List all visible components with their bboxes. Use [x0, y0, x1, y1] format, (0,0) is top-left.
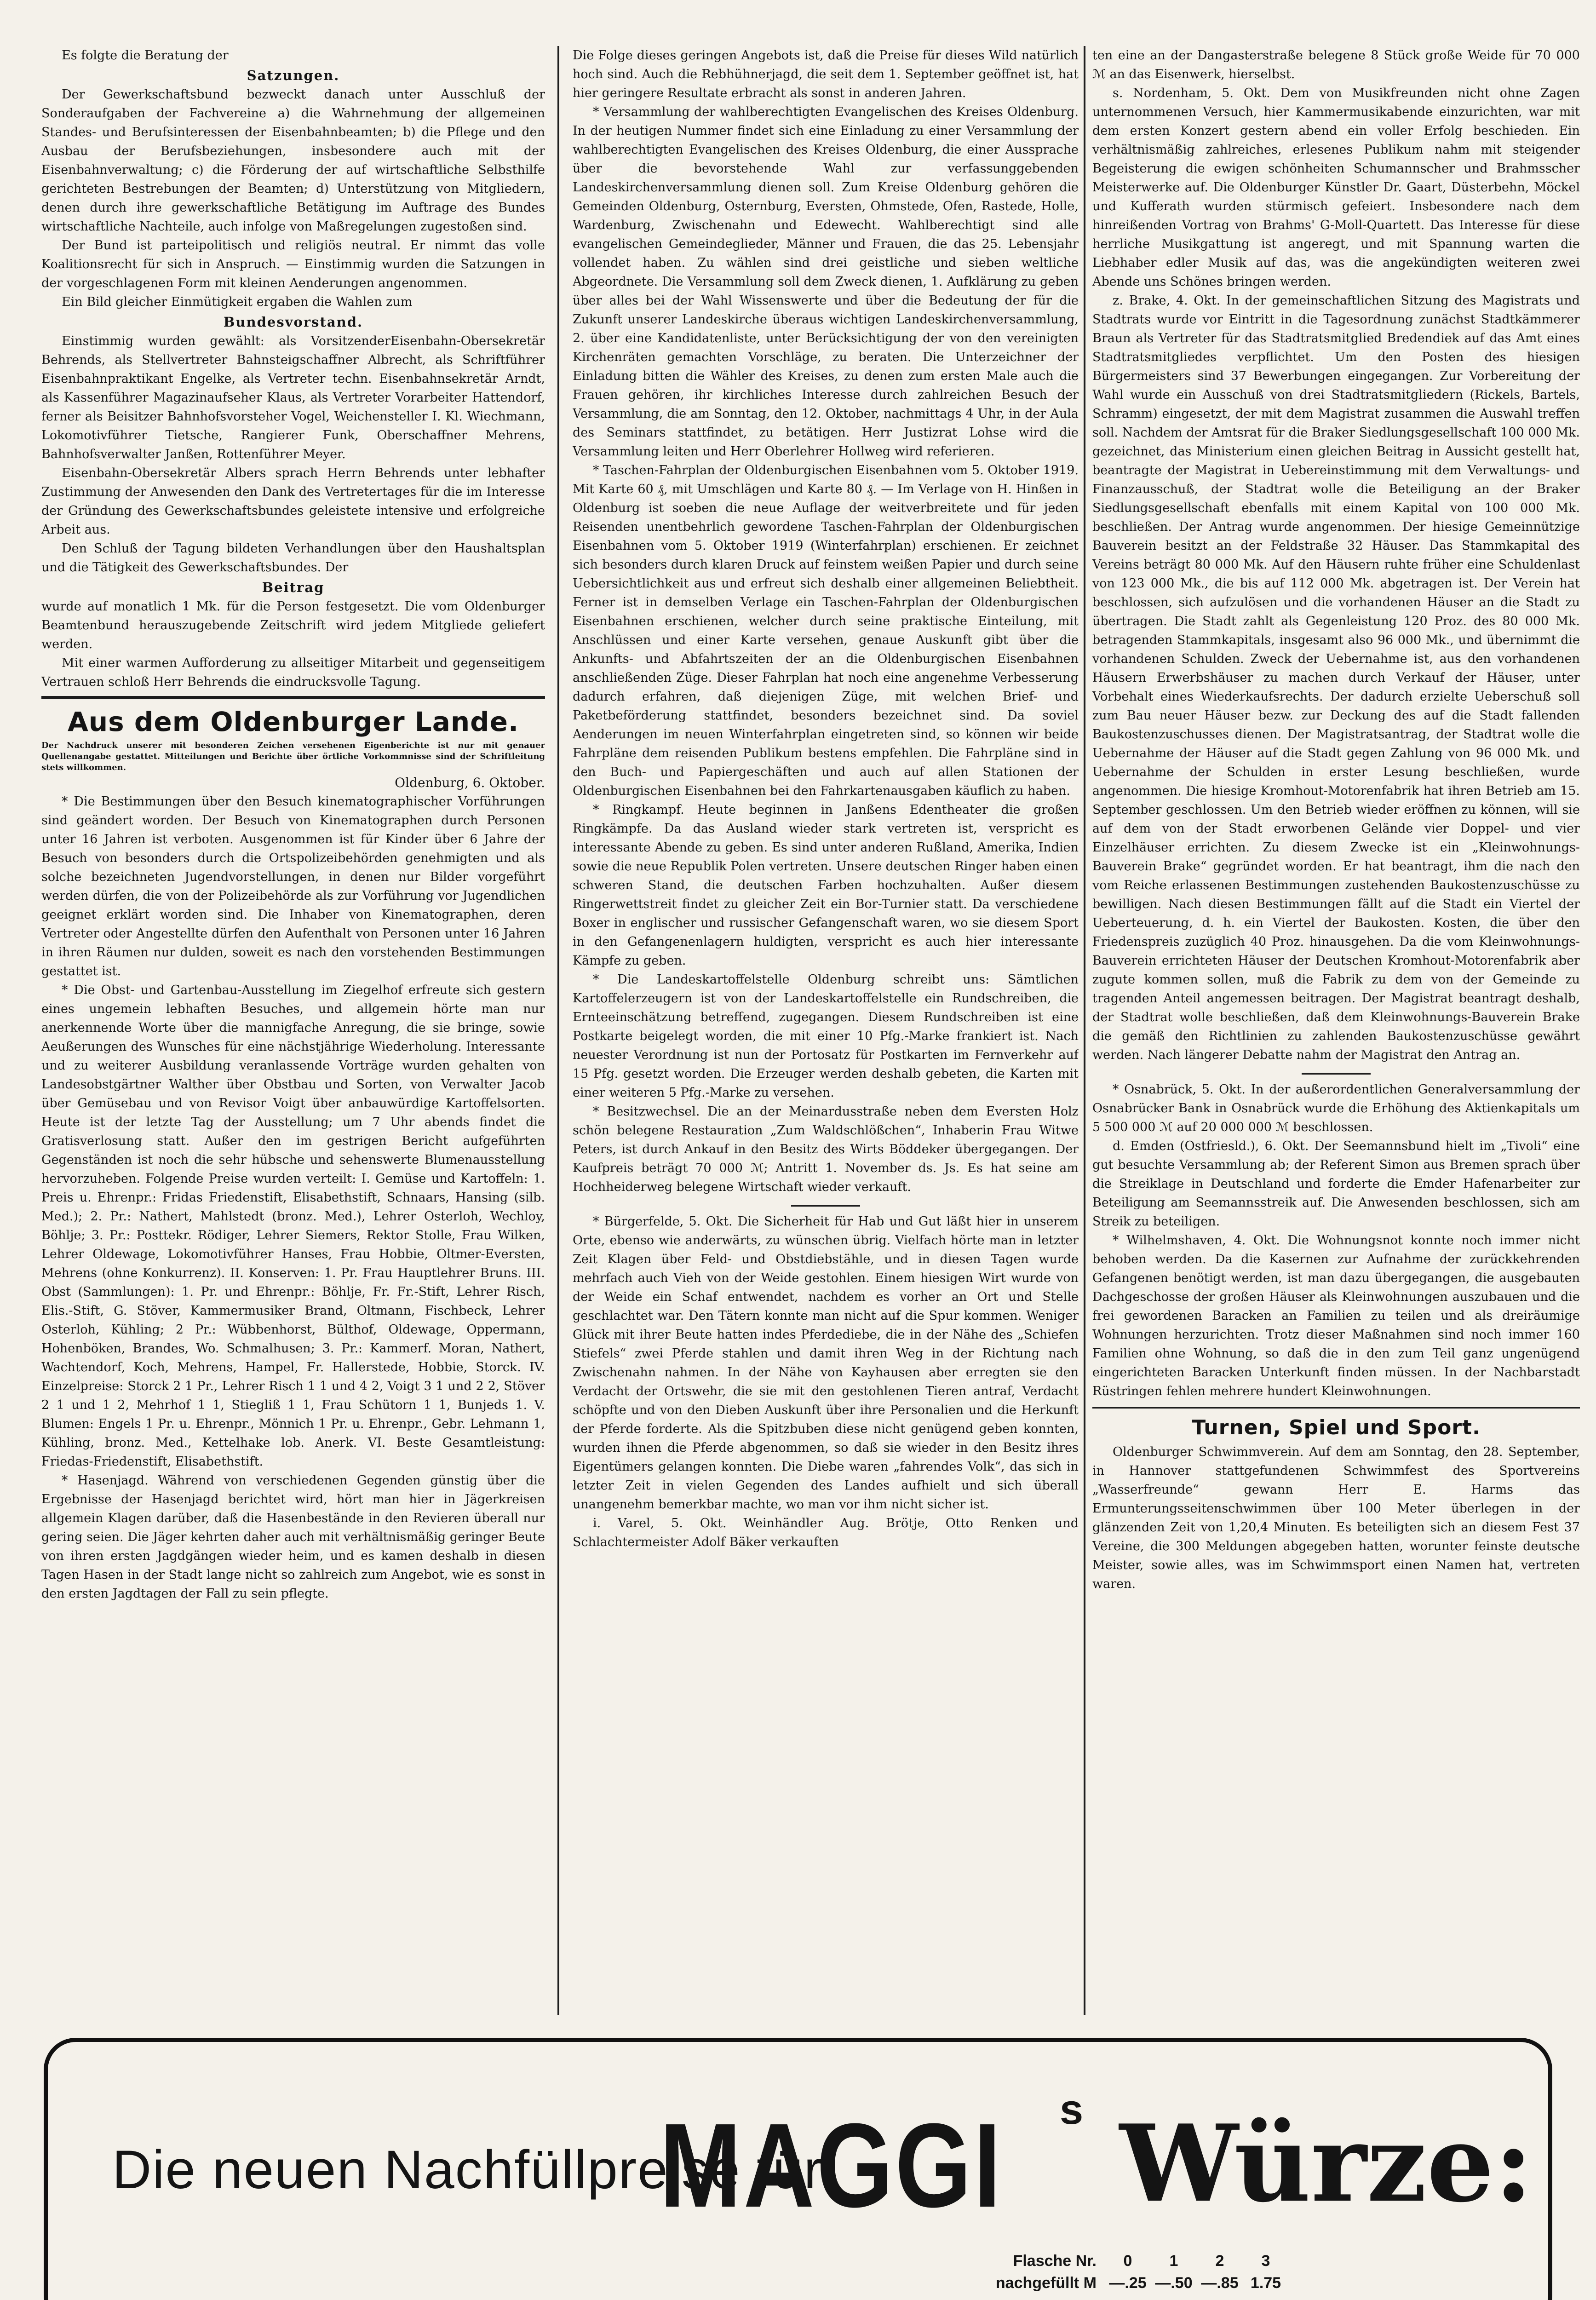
article-obst: * Die Obst- und Gartenbau-Ausstellung im Ziegelhof erfreute sich gestern eines ungemein lebhaften Besuches, und allgemein hörte man nur anerkennende Worte über die mannigfache Anregung, die sie bringe, sowie Aeußerungen des Wunsches für eine nächstjährige Wiederholung. Interessante und zu weiterer Ausbildung veranlassende Vorträge wurden gehalten von Landesobstgärtner Walther über Obstbau und Sorten, von Verwalter Jacob über Gemüsebau und von Revisor Voigt über anbauwürdige Kartoffelsorten. Heute ist der letzte Tag der Ausstellung; um 7 Uhr abends findet die Gratisverlosung statt. Außer den im gestrigen Bericht aufgeführten Gegenständen ist noch die sehr hübsche und sehenswerte Blumenausstellung hervorzuheben. Folgende Preise wurden verteilt: I. Gemüse und Kartoffeln: 1. Preis u. Ehrenpr.: Fridas Friedenstift, Elisabethstift, Schnaars, Hansing (silb. Med.); 2. Pr.: Nathert, Mahlstedt (bronz. Med.), Lehrer Osterloh, Wechloy, Böhlje; 3. Pr.: Posttekr. Rödiger, Lehrer Siemers, Rektor Stolle, Frau Wilken, Lehrer Oldewage, Lokomotivführer Hanses, Frau Hobbie, Oltmer-Eversten, Mehrens (ohne Konkurrenz). II. Konserven: 1. Pr. Frau Hauptlehrer Bruns. III. Obst (Sammlungen): 1. Pr. und Ehrenpr.: Böhlje, Fr. Fr.-Stift, Lehrer Risch, Elis.-Stift, G. Stöver, Kammermusiker Brand, Oltmann, Fischbeck, Lehrer Osterloh, Kühling; 2 Pr.: Wübbenhorst, Bülthof, Oldewage, Oppermann, Hohenböken, Brandes, Wo. Schmalhusen; 3. Pr.: Kammerf. Moran, Nathert, Wachtendorf, Koch, Mehrens, Hampel, Fr. Hallerstede, Hobbie, Storck. IV. Einzelpreise: Storck 2 1 Pr., Lehrer Risch 1 1 und 4 2, Voigt 3 1 und 2 2, Stöver 2 1 und 1 2, Mehrhof 1 1, Stiegliß 1 1, Frau Schütorn 1 1, Bunjeds 1. V. Blumen: Engels 1 Pr. u. Ehrenpr., Mönnich 1 Pr. u. Ehrenpr., Gebr. Lehmann 1, Kühling, bronz. Med., Kettelhake lob. Anerk. VI. Beste Gesamtleistung: Friedas-Friedenstift, Elisabethstift. [41, 983, 545, 1469]
ad-cell: 3 [1261, 2252, 1270, 2270]
bundesvorstand-text: Einstimmig wurden gewählt: als VorsitzenderEisenbahn-Obersekretär Behrends, als Stellvertreter Bahnsteigschaffner Albrecht, als Schriftführer Eisenbahnpraktikant Engelke, als Vertreter techn. Eisenbahnsekretär Arndt, als Kassenführer Magazinaufseher Klaus, als Vertreter Vorarbeiter Hattendorf, ferner als Beisitzer Bahnhofsvorsteher Vogel, Weichensteller I. Kl. Wiechmann, Lokomotivführer Tietsche, Rangierer Funk, Oberschaffner Mehrens, Bahnhofsverwalter Janßen, Rottenführer Meyer. [41, 334, 545, 461]
satzungen-p3: Ein Bild gleicher Einmütigkeit ergaben die Wahlen zum [62, 295, 413, 309]
article-separator [1302, 1073, 1371, 1075]
maggi-advertisement [44, 2038, 1552, 2300]
section-title: Aus dem Oldenburger Lande. [67, 706, 519, 737]
beitrag-heading: Beitrag [262, 580, 325, 595]
sport-title: Turnen, Spiel und Sport. [1192, 1416, 1481, 1439]
ad-cell: —.25 [1109, 2274, 1147, 2292]
article-buergerfelde: * Bürgerfelde, 5. Okt. Die Sicherheit für Hab und Gut läßt hier in unserem Orte, ebenso wie anderwärts, zu wünschen übrig. Vielfach hörte man in letzter Zeit Klagen über Feld- und Obstdiebstähle, und in diesen Tagen wurde mehrfach auch Vieh von der Weide gestohlen. Einem hiesigen Wirt wurde von der Weide ein Schaf entwendet, nachdem es vorher an Ort und Stelle geschlachtet war. Den Tätern konnte man nicht auf die Spur kommen. Weniger Glück mit ihrer Beute hatten indes Pferdediebe, die in der Nähe des „Schiefen Stiefels“ zwei Pferde stahlen und damit ihren Weg in der Richtung nach Zwischenahn nahmen. In der Nähe von Kayhausen aber erregten sie den Verdacht der Ortswehr, die sie mit den gestohlenen Tieren antraf, Verdacht schöpfte und von den Dieben Auskunft über ihre Personalien und die Herkunft der Pferde forderte. Als die Spitzbuben diese nicht genügend geben konnten, wurden ihnen die Pferde abgenommen, so daß sie wieder in den Besitz ihres Eigentümers gelangen konnten. Die Diebe waren „fahrendes Volk“, das sich in letzter Zeit in vielen Gegenden des Landes aufhielt und sich überall unangenehm bemerkbar machte, wo man vor ihm nicht sicher ist. [573, 1214, 1079, 1512]
column-right [1092, 46, 1580, 2024]
ad-row-price [982, 2272, 1289, 2294]
satzungen-text: Der Gewerkschaftsbund bezweckt danach unter Ausschluß der Sonderaufgaben der Fachvereine a) die Wahrnehmung der allgemeinen Standes- und Berufsinteressen der Eisenbahnbeamten; b) die Pflege und den Ausbau der Berufsbeziehungen, insbesondere auch mit der Eisenbahnverwaltung; c) die Förderung der auf wirtschaftliche Selbsthilfe gerichteten Bestrebungen der Beamten; d) Unterstützung von Mitgliedern, denen durch ihre gewerkschaftliche Betätigung im Auftrage des Bundes wirtschaftliche Nachteile, auch infolge von Maßregelungen zugestoßen sind. [41, 87, 545, 234]
article-fahrplan: * Taschen-Fahrplan der Oldenburgischen Eisenbahnen vom 5. Oktober 1919. Mit Karte 60 ₰, mit Umschlägen und Karte 80 ₰. — Im Verlage von H. Hinßen in Oldenburg ist soeben die neue Auflage der weitverbreitete und für jeden Reisenden unentbehrlich gewordene Taschen-Fahrplan der Oldenburgischen Eisenbahnen vom 5. Oktober 1919 (Winterfahrplan) erschienen. Er zeichnet sich besonders durch klaren Druck auf feinstem weißen Papier und durch seine Uebersichtlichkeit aus und erfreut sich deshalb einer allgemeinen Beliebtheit. Ferner ist in demselben Verlage ein Taschen-Fahrplan der Oldenburgischen Eisenbahnen erschienen, welcher durch seine praktische Einteilung, mit Anschlüssen und einer Karte versehen, genaue Auskunft gibt über die Ankunfts- und Abfahrtszeiten der an die Oldenburgischen Eisenbahnen anschließenden Züge. Dieser Fahrplan hat noch eine angenehme Verbesserung dadurch erfahren, daß diejenigen Züge, mit welchen Brief- und Paketbeförderung stattfindet, besonders bezeichnet sind. Da soviel Aenderungen im neuen Winterfahrplan eingetreten sind, so können wir beide Fahrpläne dem reisenden Publikum bestens empfehlen. Die Fahrpläne sind in den Buch- und Papiergeschäften und auch auf allen Stationen der Oldenburgischen Eisenbahnen bei den Fahrkartenausgaben käuflich zu haben. [573, 463, 1079, 798]
bundesvorstand-p3: Den Schluß der Tagung bildeten Verhandlungen über den Haushaltsplan und die Tätigkeit des Gewerkschaftsbundes. Der [41, 541, 545, 575]
column-rule [557, 46, 559, 2015]
section-divider [1092, 1407, 1580, 1409]
ad-product-name: Würze: [1119, 2102, 1533, 2226]
column-left [41, 46, 545, 2024]
editorial-note: Der Nachdruck unserer mit besonderen Zeichen versehenen Eigenberichte ist nur mit genauer Quellenangabe gestattet. Mitteilungen und Berichte über örtliche Vorkommnisse sind der Schriftleitung stets willkommen. [41, 741, 545, 772]
satzungen-p2: Der Bund ist parteipolitisch und religiös neutral. Er nimmt das volle Koalitionsrecht für sich in Anspruch. — Einstimmig wurden die Satzungen in der vorgeschlagenen Form mit kleinen Aenderungen angenommen. [41, 238, 545, 290]
ad-price-table [982, 2250, 1289, 2294]
column-rule [1084, 46, 1085, 2015]
ad-cell: 1 [1169, 2252, 1178, 2270]
article-wilhelmshaven: * Wilhelmshaven, 4. Okt. Die Wohnungsnot konnte noch immer nicht behoben werden. Da die Kasernen zur Aufnahme der zurückkehrenden Gefangenen benötigt werden, ist man dazu übergegangen, die ausgebauten Dachgeschosse der großen Häuser als Kleinwohnungen auszubauen und die frei gewordenen Baracken an Familien zu teilen und als dreiräumige Wohnungen herzurichten. Trotz dieser Maßnahmen sind noch immer 160 Familien ohne Wohnung, so daß die in den zum Teil ganz ungenügend eingerichteten Baracken Unterkunft finden müssen. In der Nachbarstadt Rüstringen fehlen mehrere hundert Kleinwohnungen. [1092, 1233, 1580, 1398]
ad-prefix-text: Die neuen Nachfüllpreise für [112, 2139, 823, 2200]
column-middle [573, 46, 1079, 2024]
satzungen-heading: Satzungen. [247, 68, 340, 83]
section-divider [41, 696, 545, 699]
article-kartoffel: * Die Landeskartoffelstelle Oldenburg schreibt uns: Sämtlichen Kartoffelerzeugern ist von der Landeskartoffelstelle ein Rundschreiben, die Ernteeinschätzung betreffend, zugegangen. Diesem Rundschreiben ist eine Postkarte beigelegt worden, die mit einer 10 Pfg.-Marke frankiert ist. Nach neuester Verordnung ist nun der Portosatz für Postkarten im Fernverkehr auf 15 Pfg. gesetzt worden. Die Erzeuger werden deshalb gebeten, die Karten mit einer weiteren 5 Pfg.-Marke zu versehen. [573, 972, 1079, 1100]
ad-cell: —.50 [1155, 2274, 1193, 2292]
article-nordenham: s. Nordenham, 5. Okt. Dem von Musikfreunden nicht ohne Zagen unternommenen Versuch, hier Kammermusikabende einzurichten, war mit dem ersten Konzert gestern abend ein voller Erfolg beschieden. Ein verhältnismäßig zahlreiches, erlesenes Publikum nahm mit steigender Begeisterung die ewigen schönheiten Schumannscher und Brahmsscher Meisterwerke auf. Die Oldenburger Künstler Dr. Gaart, Düsterbehn, Möckel und Kufferath wurden stürmisch gefeiert. Insbesondere nach dem hinreißenden Vortrag von Brahms' G-Moll-Quartett. Das Interesse für diese herrliche Musikgattung ist angeregt, und mit Spannung warten die Liebhaber edler Musik auf das, was die angekündigten weiteren zwei Abende uns Schönes bringen werden. [1092, 86, 1580, 289]
article-varel: i. Varel, 5. Okt. Weinhändler Aug. Brötje, Otto Renken und Schlachtermeister Adolf Bäker verkauften [573, 1516, 1079, 1549]
article-hasenjagd: * Hasenjagd. Während von verschiedenen Gegenden günstig über die Ergebnisse der Hasenjagd berichtet wird, hört man hier in Jägerkreisen allgemein Klagen darüber, daß die Hasenbestände in den Revieren überall nur gering seien. Die Jäger kehrten daher auch mit verhältnismäßig geringer Beute von ihren ersten Jagdgängen wieder heim, und es kamen deshalb in diesen Tagen Hasen in der Stadt lange nicht so zahlreich zum Angebot, wie es sonst in den ersten Jagdtagen der Fall zu sein pflegte. [41, 1473, 545, 1601]
article-varel-cont: ten eine an der Dangasterstraße belegene 8 Stück große Weide für 70 000 ℳ an das Eisenwerk, hierselbst. [1092, 48, 1580, 81]
ad-brand-logo: MAGGI [660, 2099, 1004, 2232]
article-sport: Oldenburger Schwimmverein. Auf dem am Sonntag, den 28. September, in Hannover stattgefundenen Schwimmfest des Sportvereins „Wasserfreunde“ gewann Herr E. Harms das Ermunterungsseitenschwimmen über 100 Meter überlegen in der glänzenden Zeit von 1,20,4 Minuten. Es beteiligten sich an diesem Fest 37 Vereine, die 300 Meldungen abgegeben hatten, worunter feinste deutsche Meister, sowie alles, was im Schwimmsport einen Namen hat, vertreten waren. [1092, 1445, 1580, 1591]
article-ringkampf: * Ringkampf. Heute beginnen in Janßens Edentheater die großen Ringkämpfe. Da das Ausland wieder stark vertreten ist, verspricht es interessante Abende zu geben. Es sind unter anderen Rußland, Amerika, Indien sowie die neue Republik Polen vertreten. Unsere deutschen Ringer haben einen schweren Stand, die deutschen Farben hochzuhalten. Außer diesem Ringerwettstreit findet zu gleicher Zeit ein Bor-Turnier statt. Da verschiedene Boxer in englischer und russischer Gefangenschaft waren, wo sie diesem Sport in den Gefangenenlagern huldigten, verspricht es auch hier interessante Kämpfe zu geben. [573, 803, 1079, 968]
ad-row-label: Flasche Nr. [1013, 2252, 1097, 2270]
beitrag-p2: Mit einer warmen Aufforderung zu allseitiger Mitarbeit und gegenseitigem Vertrauen schloß Herr Behrends die eindrucksvolle Tagung. [41, 656, 545, 689]
bundesvorstand-heading: Bundesvorstand. [223, 314, 363, 330]
article-kino: * Die Bestimmungen über den Besuch kinematographischer Vorführungen sind geändert worden. Der Besuch von Kinematographen durch Personen unter 16 Jahren ist verboten. Ausgenommen ist für Kinder über 6 Jahre der Besuch von besonders durch die Ortspolizeibehörden genehmigten und als solche bezeichneten Jugendvorstellungen, in denen nur Bilder vorgeführt werden dürfen, die von der Polizeibehörde als zur Vorführung vor Jugendlichen geeignet erklärt worden sind. Die Inhaber von Kinematographen, deren Vertreter oder Angestellte dürfen den Aufenthalt von Personen unter 16 Jahren in ihren Räumen nur dulden, soweit es nach den vorstehenden Bestimmungen gestattet ist. [41, 794, 545, 978]
article-hasen-cont: Die Folge dieses geringen Angebots ist, daß die Preise für dieses Wild natürlich hoch sind. Auch die Rebhühnerjagd, die seit dem 1. September geöffnet ist, hat hier geringere Resultate erbracht als sonst in anderen Jahren. [573, 48, 1079, 100]
article-emden: d. Emden (Ostfriesld.), 6. Okt. Der Seemannsbund hielt im „Tivoli“ eine gut besuchte Versammlung ab; der Referent Simon aus Bremen sprach über die Streiklage in Deutschland und forderte die Emder Hafenarbeiter zur Beteiligung am Seemannsstreik auf. Die Anwesenden beschlossen, sich am Streik zu beteiligen. [1092, 1139, 1580, 1229]
ad-cell: 2 [1215, 2252, 1224, 2270]
bundesvorstand-p2: Eisenbahn-Obersekretär Albers sprach Herrn Behrends unter lebhafter Zustimmung der Anwesenden den Dank des Vertretertages für die im Interesse der Gründung des Gewerkschaftsbundes geleistete intensive und erfolgreiche Arbeit aus. [41, 466, 545, 537]
ad-row-bottle [982, 2250, 1289, 2272]
beitrag-text: wurde auf monatlich 1 Mk. für die Person festgesetzt. Die vom Oldenburger Beamtenbund herauszugebende Zeitschrift wird jedem Mitgliede geliefert werden. [41, 599, 545, 651]
article-osnabrueck: * Osnabrück, 5. Okt. In der außerordentlichen Generalversammlung der Osnabrücker Bank in Osnabrück wurde die Erhöhung des Aktienkapitals um 5 500 000 ℳ auf 20 000 000 ℳ beschlossen. [1092, 1082, 1580, 1134]
article-separator [791, 1205, 860, 1207]
ad-cell: 0 [1123, 2252, 1132, 2270]
article-brake: z. Brake, 4. Okt. In der gemeinschaftlichen Sitzung des Magistrats und Stadtrats wurde vor Eintritt in die Tagesordnung zunächst Stadtkämmerer Braun als Vertreter für das Stadtratsmitglied Bredendiek auf das Amt eines Stadtratsmitgliedes verpflichtet. Um den Posten des hiesigen Bürgermeisters sind 37 Bewerbungen eingegangen. Zur Vorbereitung der Wahl wurde ein Ausschuß von drei Stadtratsmitgliedern (Rickels, Bartels, Schramm) eingesetzt, der mit dem Magistrat zusammen die Auswahl treffen soll. Nachdem der Amtsrat für die Braker Siedlungsgesellschaft 100 000 Mk. gezeichnet, das Ministerium einen gleichen Beitrag in Aussicht gestellt hat, beantragte der Magistrat in Uebereinstimmung mit dem Verwaltungs- und Finanzausschuß, der Stadtrat wolle die Beteiligung an der Braker Siedlungsgesellschaft ebenfalls mit einem Kapital von 100 000 Mk. beschließen. Der Antrag wurde angenommen. Der hiesige Gemeinnützige Bauverein besitzt an der Feldstraße 32 Häuser. Das Stammkapital des Vereins beträgt 80 000 Mk. Auf den Häusern ruhte früher eine Schuldenlast von 123 000 Mk., die bis auf 112 000 Mk. abgetragen ist. Der Verein hat beschlossen, sich aufzulösen und die vorhandenen Häuser an die Stadt zu übertragen. Die Stadt zahlt als Gegenleistung 120 Proz. des 80 000 Mk. betragenden Stammkapitals, insgesamt also 96 000 Mk., und übernimmt die vorhandenen Schulden. Zweck der Uebernahme ist, aus den vorhandenen Häusern Erwerbshäuser zu machen durch Verkauf der Häuser, unter Vorbehalt eines Wiederkaufsrechts. Der dadurch erzielte Ueberschuß soll zum Bau neuer Häuser bezw. zur Deckung des auf die Stadt fallenden Baukostenzuschusses dienen. Der Magistratsantrag, der Stadtrat wolle die Uebernahme der Häuser auf die Stadt gegen Zahlung von 96 000 Mk. und Uebernahme der Schulden in erster Lesung beschließen, wurde angenommen. Die hiesige Kromhout-Motorenfabrik hat ihren Betrieb am 15. September geschlossen. Um den Betrieb wieder eröffnen zu können, will sie auf dem von der Stadt erworbenen Gelände vier Doppel- und vier Einzelhäuser errichten. Zu diesem Zwecke ist ein „Kleinwohnungs-Bauverein Brake“ gegründet worden. Er hat beantragt, ihm die nach den vom Reiche erlassenen Bestimmungen zustehenden Baukostenzuschüsse zu bewilligen. Nach diesen Bestimmungen fällt auf die Stadt ein Viertel der Ueberteuerung, d. h. ein Viertel der Baukosten. Kosten, die über den Friedenspreis zuzüglich 40 Proz. hinausgehen. Da die vom Kleinwohnungs-Bauverein errichteten Häuser der Deutschen Kromhout-Motorenfabrik aber zugute kommen sollen, muß die Fabrik zu dem von der Gemeinde zu tragenden Anteil angemessen beitragen. Der Magistrat beantragt deshalb, der Stadtrat wolle beschließen, daß dem Kleinwohnungs-Bauverein Brake die gemäß den Richtlinien zu zahlenden Baukostenzuschüsse gewährt werden. Nach längerer Debatte nahm der Magistrat den Antrag an. [1092, 293, 1580, 1062]
ad-row-label: nachgefüllt M [995, 2274, 1097, 2292]
ad-brand-suffix: s [1060, 2086, 1084, 2133]
ad-cell: —.85 [1201, 2274, 1239, 2292]
intro-text: Es folgte die Beratung der [62, 48, 229, 63]
article-versammlung: * Versammlung der wahlberechtigten Evangelischen des Kreises Oldenburg. In der heutigen Nummer findet sich eine Einladung zu einer Versammlung der wahlberechtigten Evangelischen des Kreises Oldenburg, die einer Aussprache über die bevorstehende Wahl zur verfassunggebenden Landeskirchenversammlung dienen soll. Zum Kreise Oldenburg gehören die Gemeinden Oldenburg, Osternburg, Eversten, Ohmstede, Ofen, Rastede, Holle, Wardenburg, Zwischenahn und Edewecht. Wahlberechtigt sind alle evangelischen Gemeindeglieder, Männer und Frauen, die das 25. Lebensjahr vollendet haben. Zu wählen sind drei geistliche und sieben weltliche Abgeordnete. Die Versammlung soll dem Zweck dienen, 1. Aufklärung zu geben über alles bei der Wahl Wissenswerte und über die Bedeutung der für die Zukunft unserer Landeskirche überaus wichtigen Landeskirchenversammlung, 2. über eine Kandidatenliste, unter Berücksichtigung der von den vereinigten Kirchenräten gemachten Vorschläge, zu beraten. Die Unterzeichner der Einladung bitten die Wähler des Kreises, zu denen zum ersten Male auch die Frauen gehören, ihr kirchliches Interesse durch zahlreichen Besuch der Versammlung, die am Sonntag, den 12. Oktober, nachmittags 4 Uhr, in der Aula des Seminars stattfindet, zu betätigen. Herr Justizrat Lohse wird die Versammlung leiten und Herr Oberlehrer Hollweg wird referieren. [573, 105, 1079, 459]
ad-cell: 1.75 [1250, 2274, 1281, 2292]
article-besitzwechsel: * Besitzwechsel. Die an der Meinardusstraße neben dem Eversten Holz schön belegene Restauration „Zum Waldschlößchen“, Inhaberin Frau Witwe Peters, ist durch Ankauf in den Besitz des Wirts Böddeker übergegangen. Der Kaufpreis beträgt 70 000 ℳ; Antritt 1. November ds. Js. Es hat seine am Hochheiderweg belegene Wirtschaft wieder verkauft. [573, 1104, 1079, 1194]
dateline: Oldenburg, 6. Oktober. [395, 775, 545, 790]
